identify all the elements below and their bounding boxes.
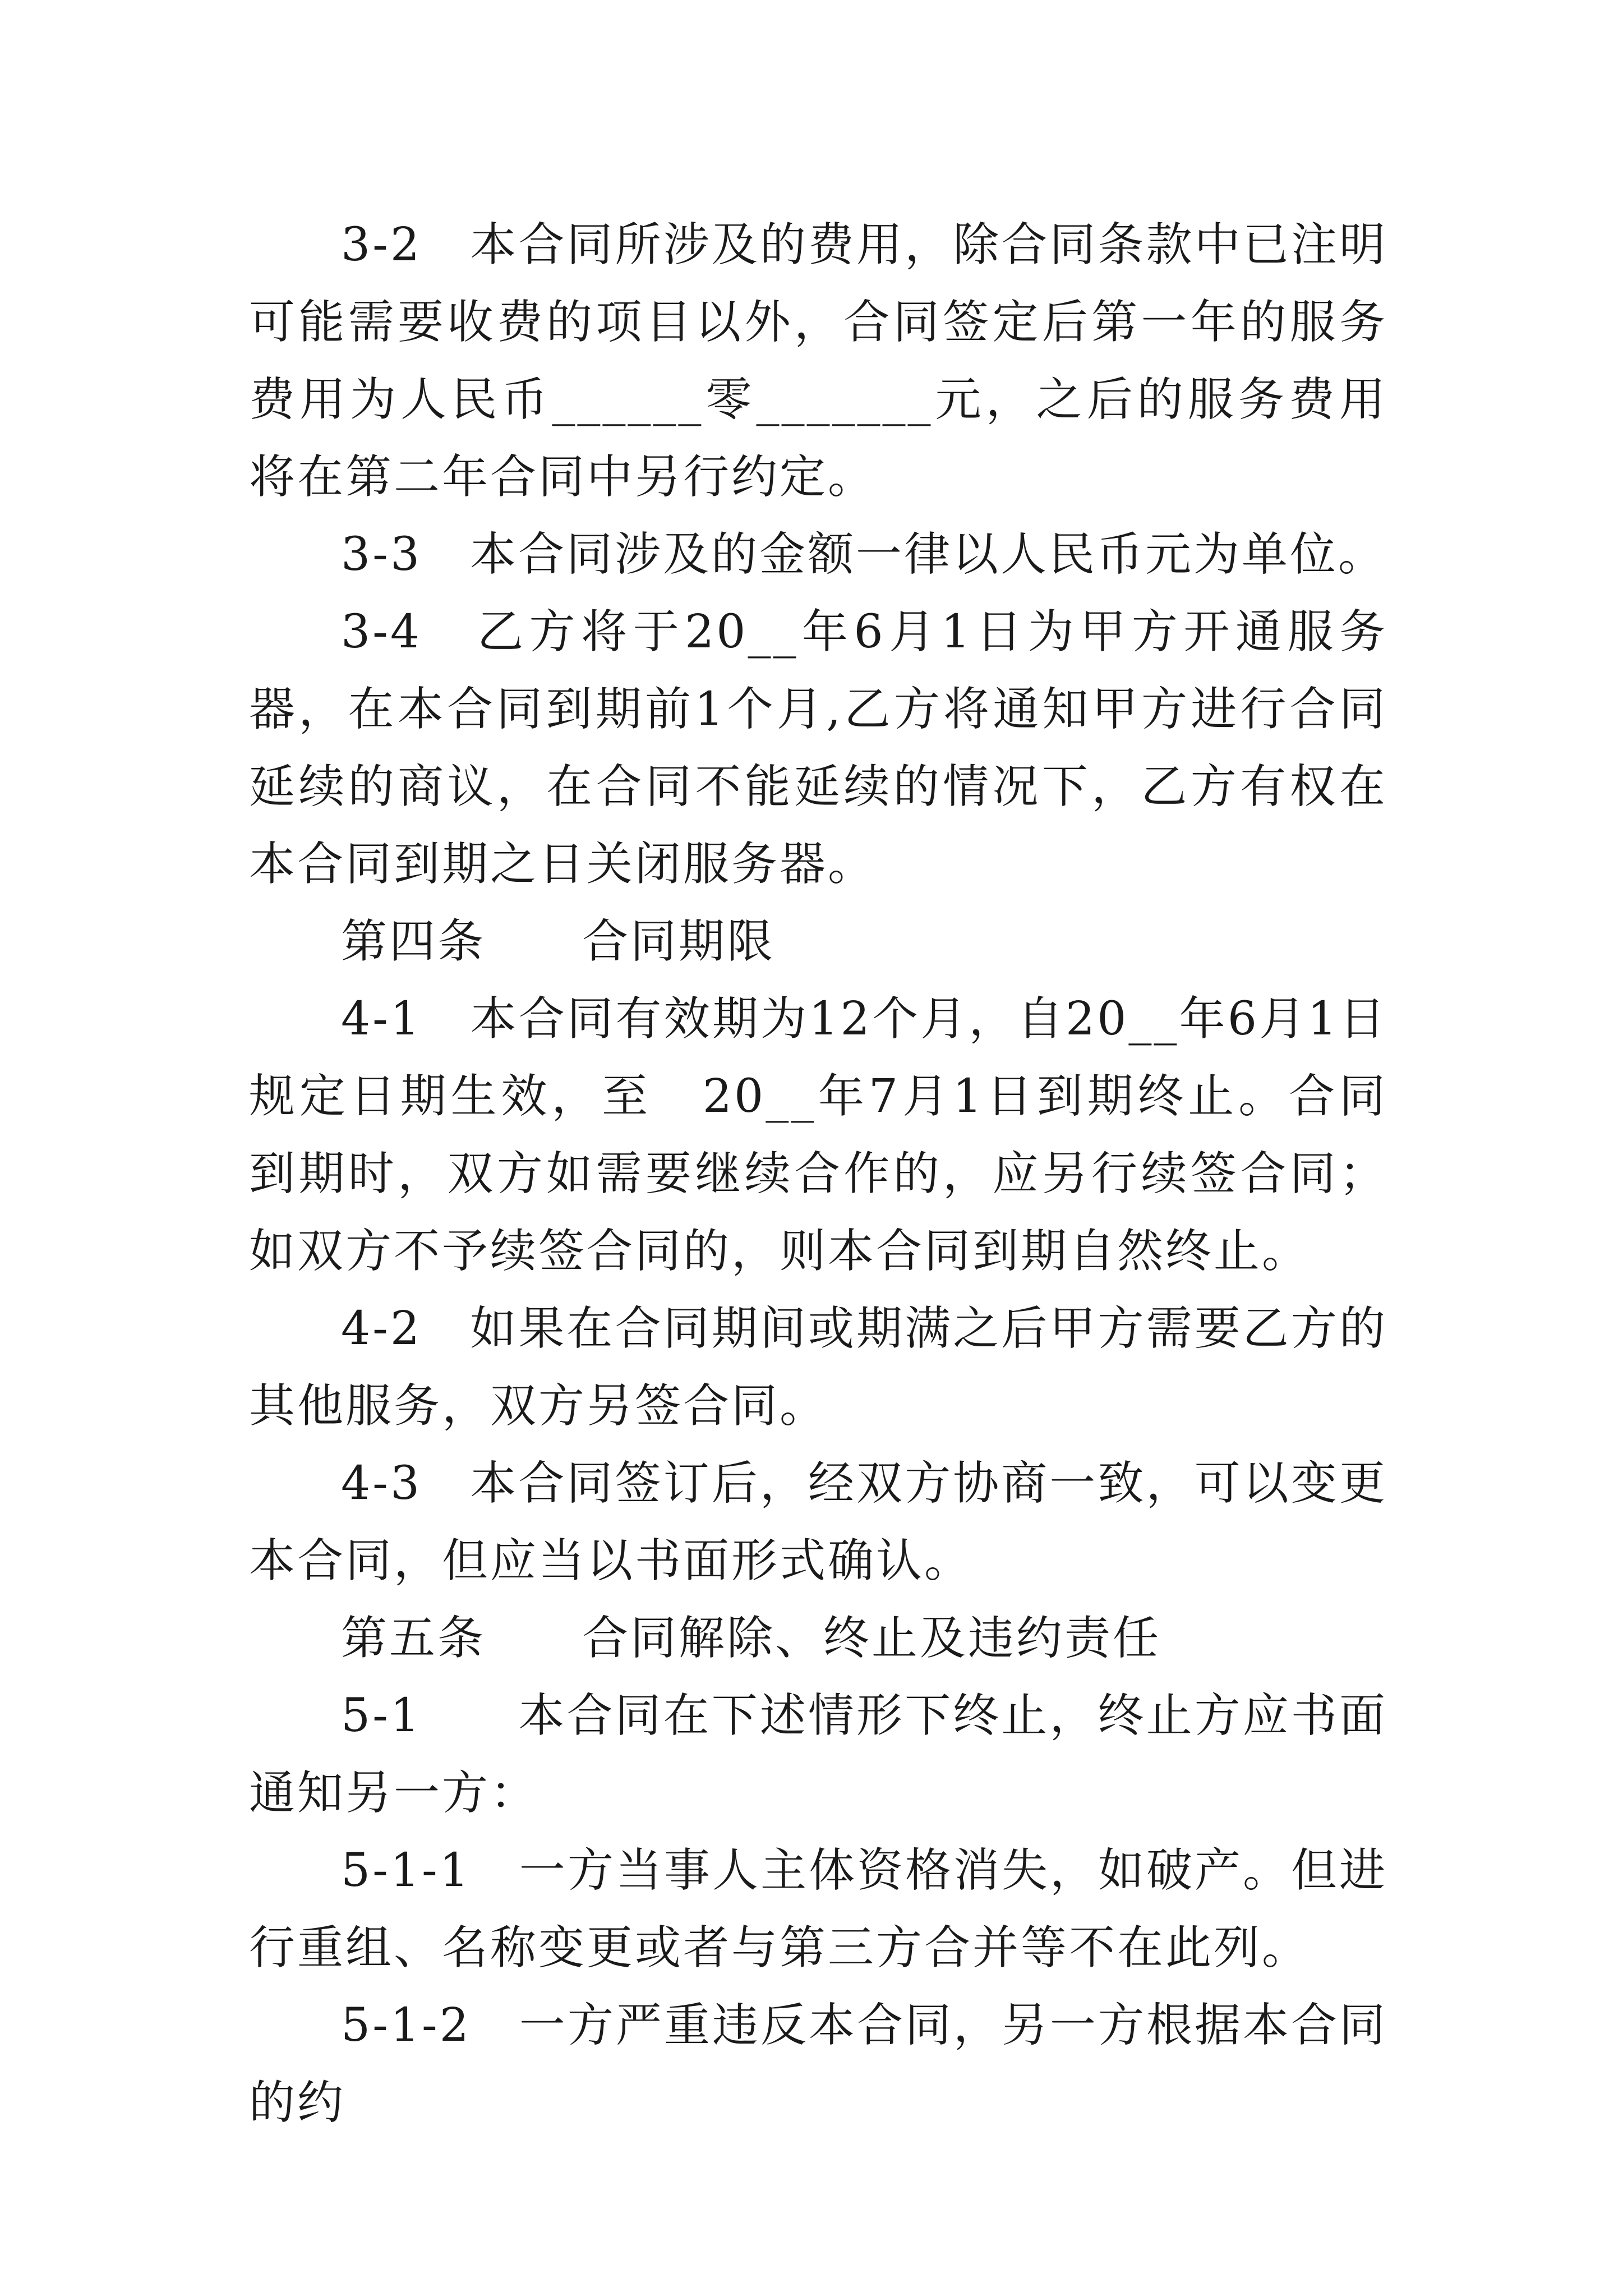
clause-3-2: 3-2 本合同所涉及的费用，除合同条款中已注明可能需要收费的项目以外，合同签定后第一年的服务费用为人民币______零_______元，之后的服务费用将在第二年合同中另行约定。 <box>249 218 1387 504</box>
clause-5-1-1: 5-1-1 一方当事人主体资格消失，如破产。但进行重组、名称变更或者与第三方合并等不在此列。 <box>249 1844 1387 1975</box>
document-body <box>249 206 1387 2142</box>
clause-5-1-2: 5-1-2 一方严重违反本合同，另一方根据本合同的约 <box>249 1999 1387 2129</box>
clause-5-1: 5-1 本合同在下述情形下终止，终止方应书面通知另一方： <box>249 1689 1387 1820</box>
clause-3-3: 3-3 本合同涉及的金额一律以人民币元为单位。 <box>341 528 1387 581</box>
clause-4-2: 4-2 如果在合同期间或期满之后甲方需要乙方的其他服务，双方另签合同。 <box>249 1302 1387 1433</box>
clause-3-4: 3-4 乙方将于20__年6月1日为甲方开通服务器，在本合同到期前1个月,乙方将通知甲方进行合同延续的商议，在合同不能延续的情况下，乙方有权在本合同到期之日关闭服务器。 <box>249 605 1387 891</box>
clause-4-1: 4-1 本合同有效期为12个月，自20__年6月1日规定日期生效，至 20__年7月1日到期终止。合同到期时，双方如需要继续合作的，应另行续签合同；如双方不予续签合同的，则本合同到期自然终止。 <box>249 992 1387 1278</box>
article-4-heading: 第四条 合同期限 <box>341 915 776 968</box>
article-5-heading: 第五条 合同解除、终止及违约责任 <box>341 1612 1161 1665</box>
clause-4-3: 4-3 本合同签订后，经双方协商一致，可以变更本合同，但应当以书面形式确认。 <box>249 1457 1387 1588</box>
